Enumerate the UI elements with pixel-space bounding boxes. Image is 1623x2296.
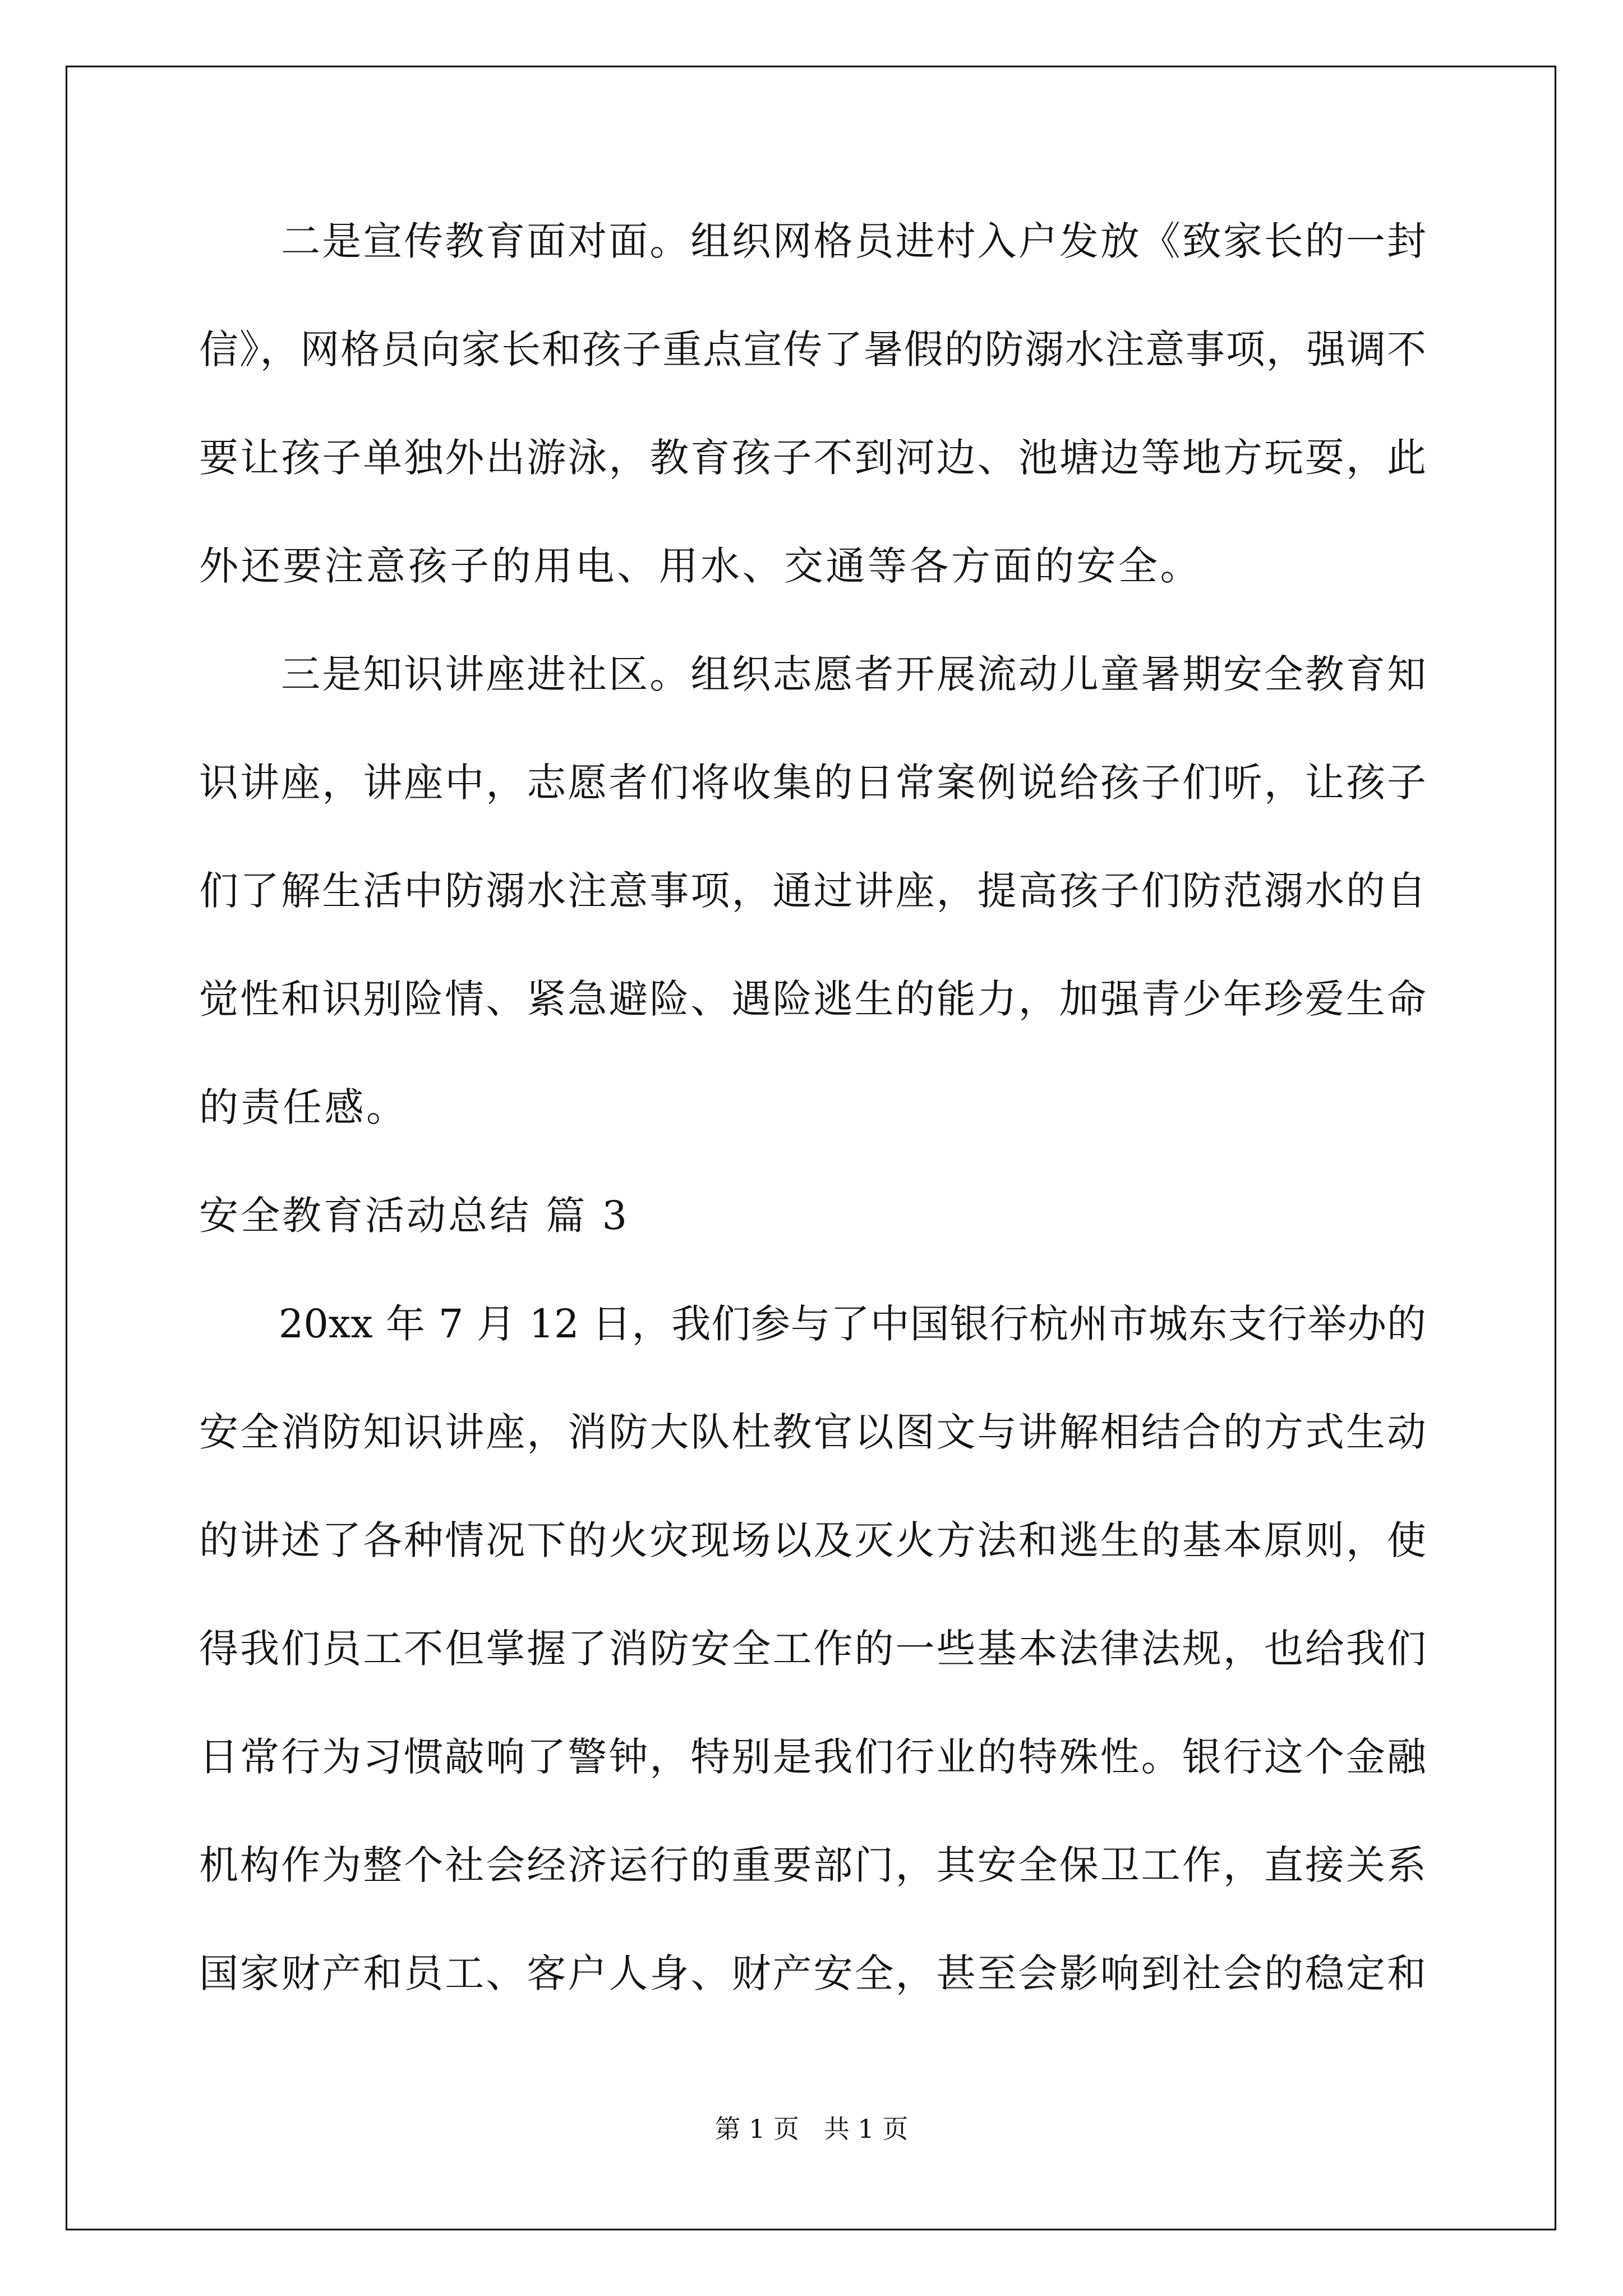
text-line: 机构作为整个社会经济运行的重要部门，其安全保卫工作，直接关系 — [199, 1842, 1426, 1888]
text-line: 识讲座，讲座中，志愿者们将收集的日常案例说给孩子们听，让孩子 — [199, 760, 1426, 806]
text-line: 的责任感。 — [199, 1084, 408, 1130]
text-line: 三是知识讲座进社区。组织志愿者开展流动儿童暑期安全教育知 — [199, 651, 1426, 697]
text-line: 20xx 年 7 月 12 日，我们参与了中国银行杭州市城东支行举办的 — [199, 1301, 1426, 1347]
text-line: 日常行为习惯敲响了警钟，特别是我们行业的特殊性。银行这个金融 — [199, 1734, 1426, 1780]
page-number-label: 第 1 页 共 1 页 — [714, 2114, 909, 2144]
text-line: 外还要注意孩子的用电、用水、交通等各方面的安全。 — [199, 543, 1202, 589]
text-line: 觉性和识别险情、紧急避险、遇险逃生的能力，加强青少年珍爱生命 — [199, 976, 1426, 1022]
section-heading: 安全教育活动总结 篇 3 — [199, 1193, 630, 1239]
page-footer — [0, 2112, 1623, 2146]
text-line: 二是宣传教育面对面。组织网格员进村入户发放《致家长的一封 — [199, 218, 1426, 264]
text-line: 安全消防知识讲座，消防大队杜教官以图文与讲解相结合的方式生动 — [199, 1409, 1426, 1455]
text-line: 们了解生活中防溺水注意事项，通过讲座，提高孩子们防范溺水的自 — [199, 868, 1426, 914]
text-line: 要让孩子单独外出游泳，教育孩子不到河边、池塘边等地方玩耍，此 — [199, 435, 1426, 481]
text-line: 国家财产和员工、客户人身、财产安全，甚至会影响到社会的稳定和 — [199, 1950, 1426, 1996]
text-line: 信》，网格员向家长和孩子重点宣传了暑假的防溺水注意事项，强调不 — [199, 326, 1426, 372]
text-line: 的讲述了各种情况下的火灾现场以及灭火方法和逃生的基本原则，使 — [199, 1517, 1426, 1563]
page-border — [66, 66, 1556, 2230]
text-line: 得我们员工不但掌握了消防安全工作的一些基本法律法规，也给我们 — [199, 1626, 1426, 1672]
